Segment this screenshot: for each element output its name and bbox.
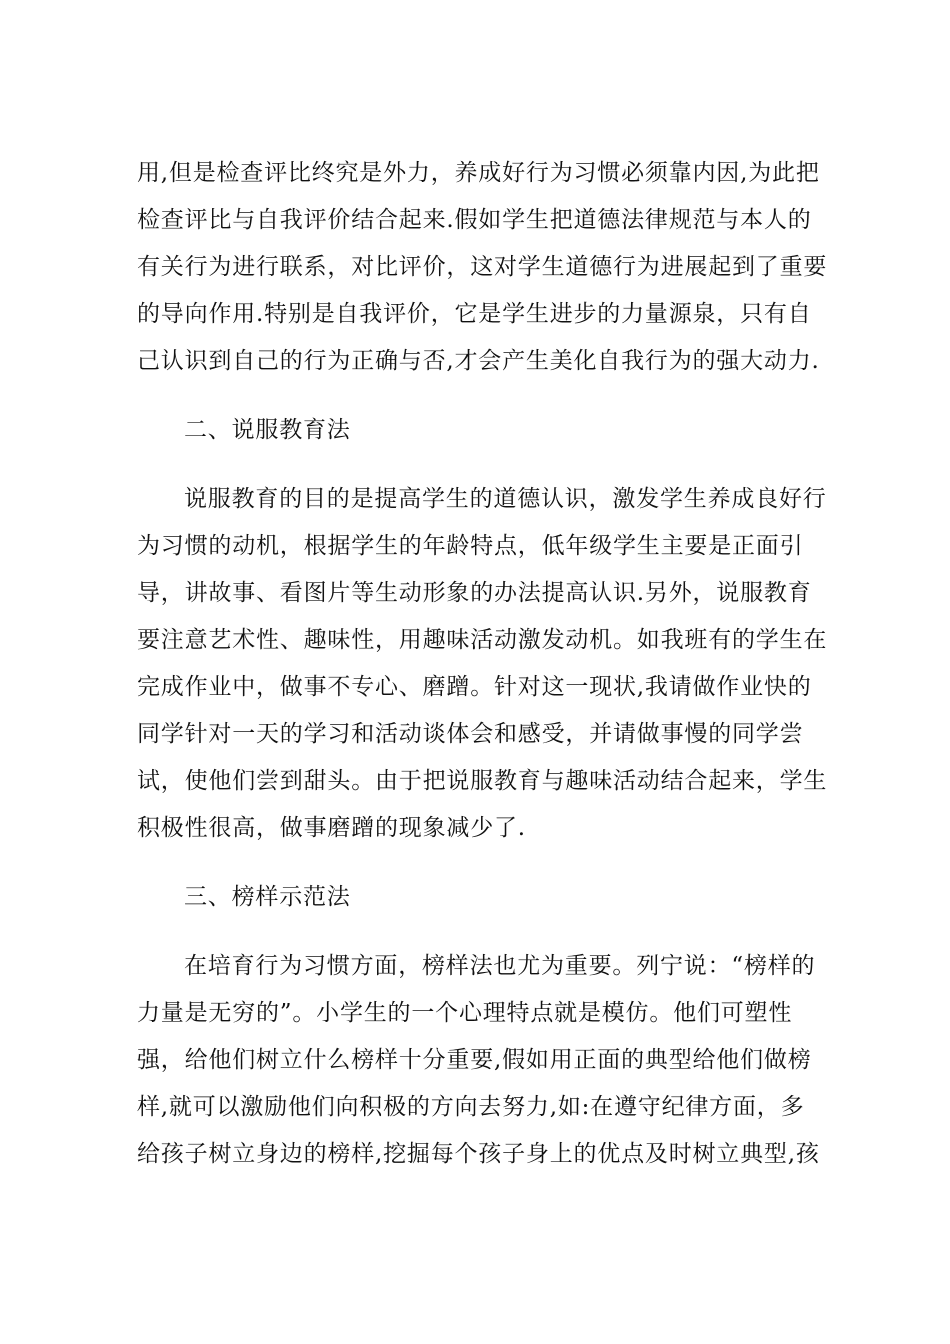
document-body [137,150,837,1178]
text-line: 的导向作用.特别是自我评价，它是学生进步的力量源泉，只有自 [137,301,812,327]
section-heading-persuasion: 二、说服教育法 [184,417,351,443]
text-line: 有关行为进行联系，对比评价，这对学生道德行为进展起到了重要 [137,254,828,280]
text-line: 用,但是检查评比终究是外力，养成好行为习惯必须靠内因,为此把 [137,160,820,186]
text-line: 同学针对一天的学习和活动谈体会和感受，并请做事慢的同学尝 [137,721,804,747]
text-line: 力量是无穷的”。小学生的一个心理特点就是模仿。他们可塑性 [137,1000,793,1026]
text-line: 说服教育的目的是提高学生的道德认识，激发学生养成良好行 [184,486,827,512]
text-line: 导，讲故事、看图片等生动形象的办法提高认识.另外，说服教育 [137,580,812,606]
text-line: 己认识到自己的行为正确与否,才会产生美化自我行为的强大动力. [137,348,820,374]
text-line: 试，使他们尝到甜头。由于把说服教育与趣味活动结合起来，学生 [137,768,828,794]
text-line: 样,就可以激励他们向积极的方向去努力,如:在遵守纪律方面，多 [137,1094,805,1120]
text-line: 为习惯的动机，根据学生的年龄特点，低年级学生主要是正面引 [137,533,804,559]
text-line: 完成作业中，做事不专心、磨蹭。针对这一现状,我请做作业快的 [137,674,812,700]
paragraph-self-evaluation [137,150,837,385]
paragraph-role-model [137,943,837,1178]
text-line: 积极性很高，做事磨蹭的现象减少了. [137,815,526,841]
text-line: 强，给他们树立什么榜样十分重要,假如用正面的典型给他们做榜 [137,1047,812,1073]
section-heading-role-model: 三、榜样示范法 [184,884,351,910]
text-line: 要注意艺术性、趣味性，用趣味活动激发动机。如我班有的学生在 [137,627,828,653]
paragraph-persuasion [137,476,837,852]
text-line: 给孩子树立身边的榜样,挖掘每个孩子身上的优点及时树立典型,孩 [137,1141,820,1167]
text-line: 在培育行为习惯方面，榜样法也尤为重要。列宁说：“榜样的 [184,953,816,979]
text-line: 检查评比与自我评价结合起来.假如学生把道德法律规范与本人的 [137,207,812,233]
